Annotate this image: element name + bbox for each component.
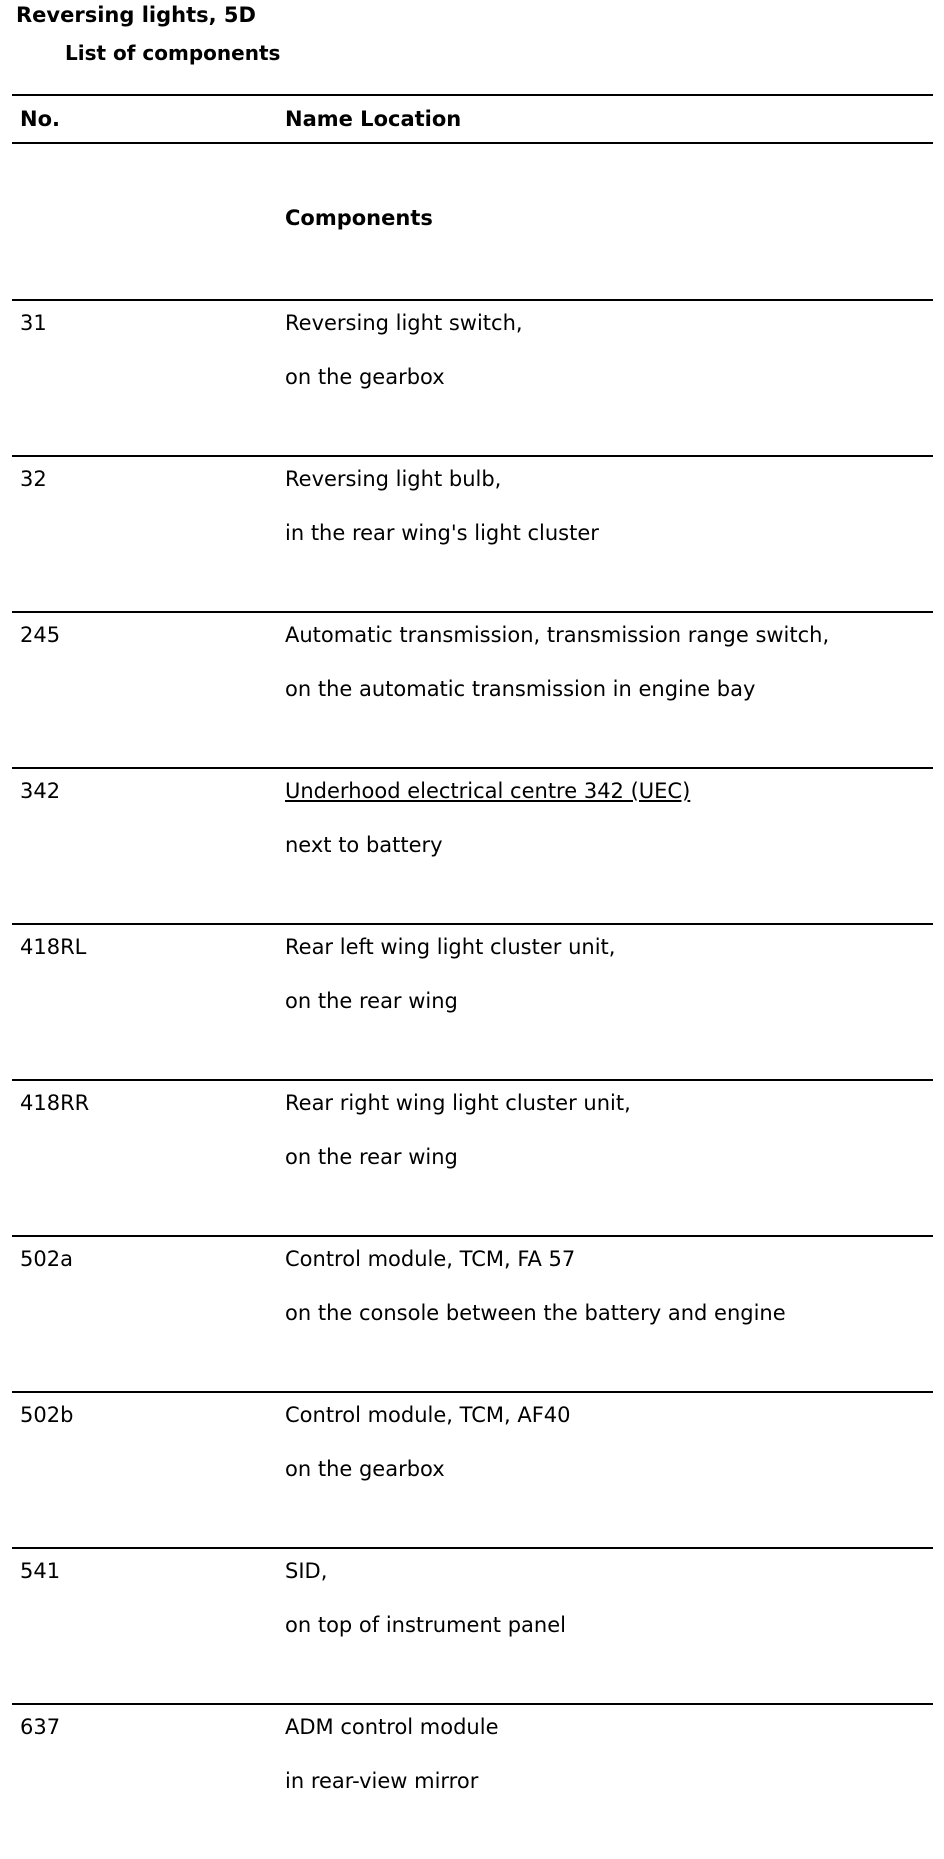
component-number: 637 [20, 1715, 61, 1739]
table-row [12, 1237, 933, 1393]
table-row [12, 613, 933, 769]
document-subtitle: List of components [65, 41, 281, 65]
component-location: on the console between the battery and engine [285, 1301, 786, 1325]
header-name-location: Name Location [285, 107, 462, 131]
table-row [12, 925, 933, 1081]
component-number: 502a [20, 1247, 73, 1271]
component-number: 418RR [20, 1091, 90, 1115]
component-name: Control module, TCM, AF40 [285, 1403, 571, 1427]
component-name: Control module, TCM, FA 57 [285, 1247, 576, 1271]
component-location: on the gearbox [285, 365, 445, 389]
component-name: Automatic transmission, transmission range switch, [285, 623, 830, 647]
component-location: next to battery [285, 833, 443, 857]
component-number: 418RL [20, 935, 87, 959]
component-name: Rear right wing light cluster unit, [285, 1091, 631, 1115]
component-number: 541 [20, 1559, 61, 1583]
table-row [12, 769, 933, 925]
component-location: on the automatic transmission in engine bay [285, 677, 756, 701]
components-table [12, 94, 933, 1859]
component-name: SID, [285, 1559, 328, 1583]
table-row [12, 1393, 933, 1549]
component-name: Rear left wing light cluster unit, [285, 935, 616, 959]
component-location: on the rear wing [285, 989, 458, 1013]
component-number: 342 [20, 779, 61, 803]
component-number: 502b [20, 1403, 74, 1427]
table-row [12, 1549, 933, 1705]
component-location: on the rear wing [285, 1145, 458, 1169]
component-number: 31 [20, 311, 47, 335]
table-row [12, 1081, 933, 1237]
component-number: 32 [20, 467, 47, 491]
component-name: Reversing light bulb, [285, 467, 502, 491]
table-row [12, 301, 933, 457]
component-name: Reversing light switch, [285, 311, 523, 335]
component-location: on top of instrument panel [285, 1613, 566, 1637]
component-location: in rear-view mirror [285, 1769, 479, 1793]
component-location: in the rear wing's light cluster [285, 521, 599, 545]
uec-component-link[interactable]: Underhood electrical centre 342 (UEC) [285, 779, 691, 803]
section-row [12, 144, 933, 301]
header-no: No. [20, 107, 60, 131]
table-header [12, 94, 933, 144]
component-location: on the gearbox [285, 1457, 445, 1481]
table-row [12, 1705, 933, 1859]
section-label-components: Components [285, 206, 433, 230]
table-row [12, 457, 933, 613]
component-name: ADM control module [285, 1715, 499, 1739]
document-title: Reversing lights, 5D [16, 3, 256, 27]
component-number: 245 [20, 623, 61, 647]
